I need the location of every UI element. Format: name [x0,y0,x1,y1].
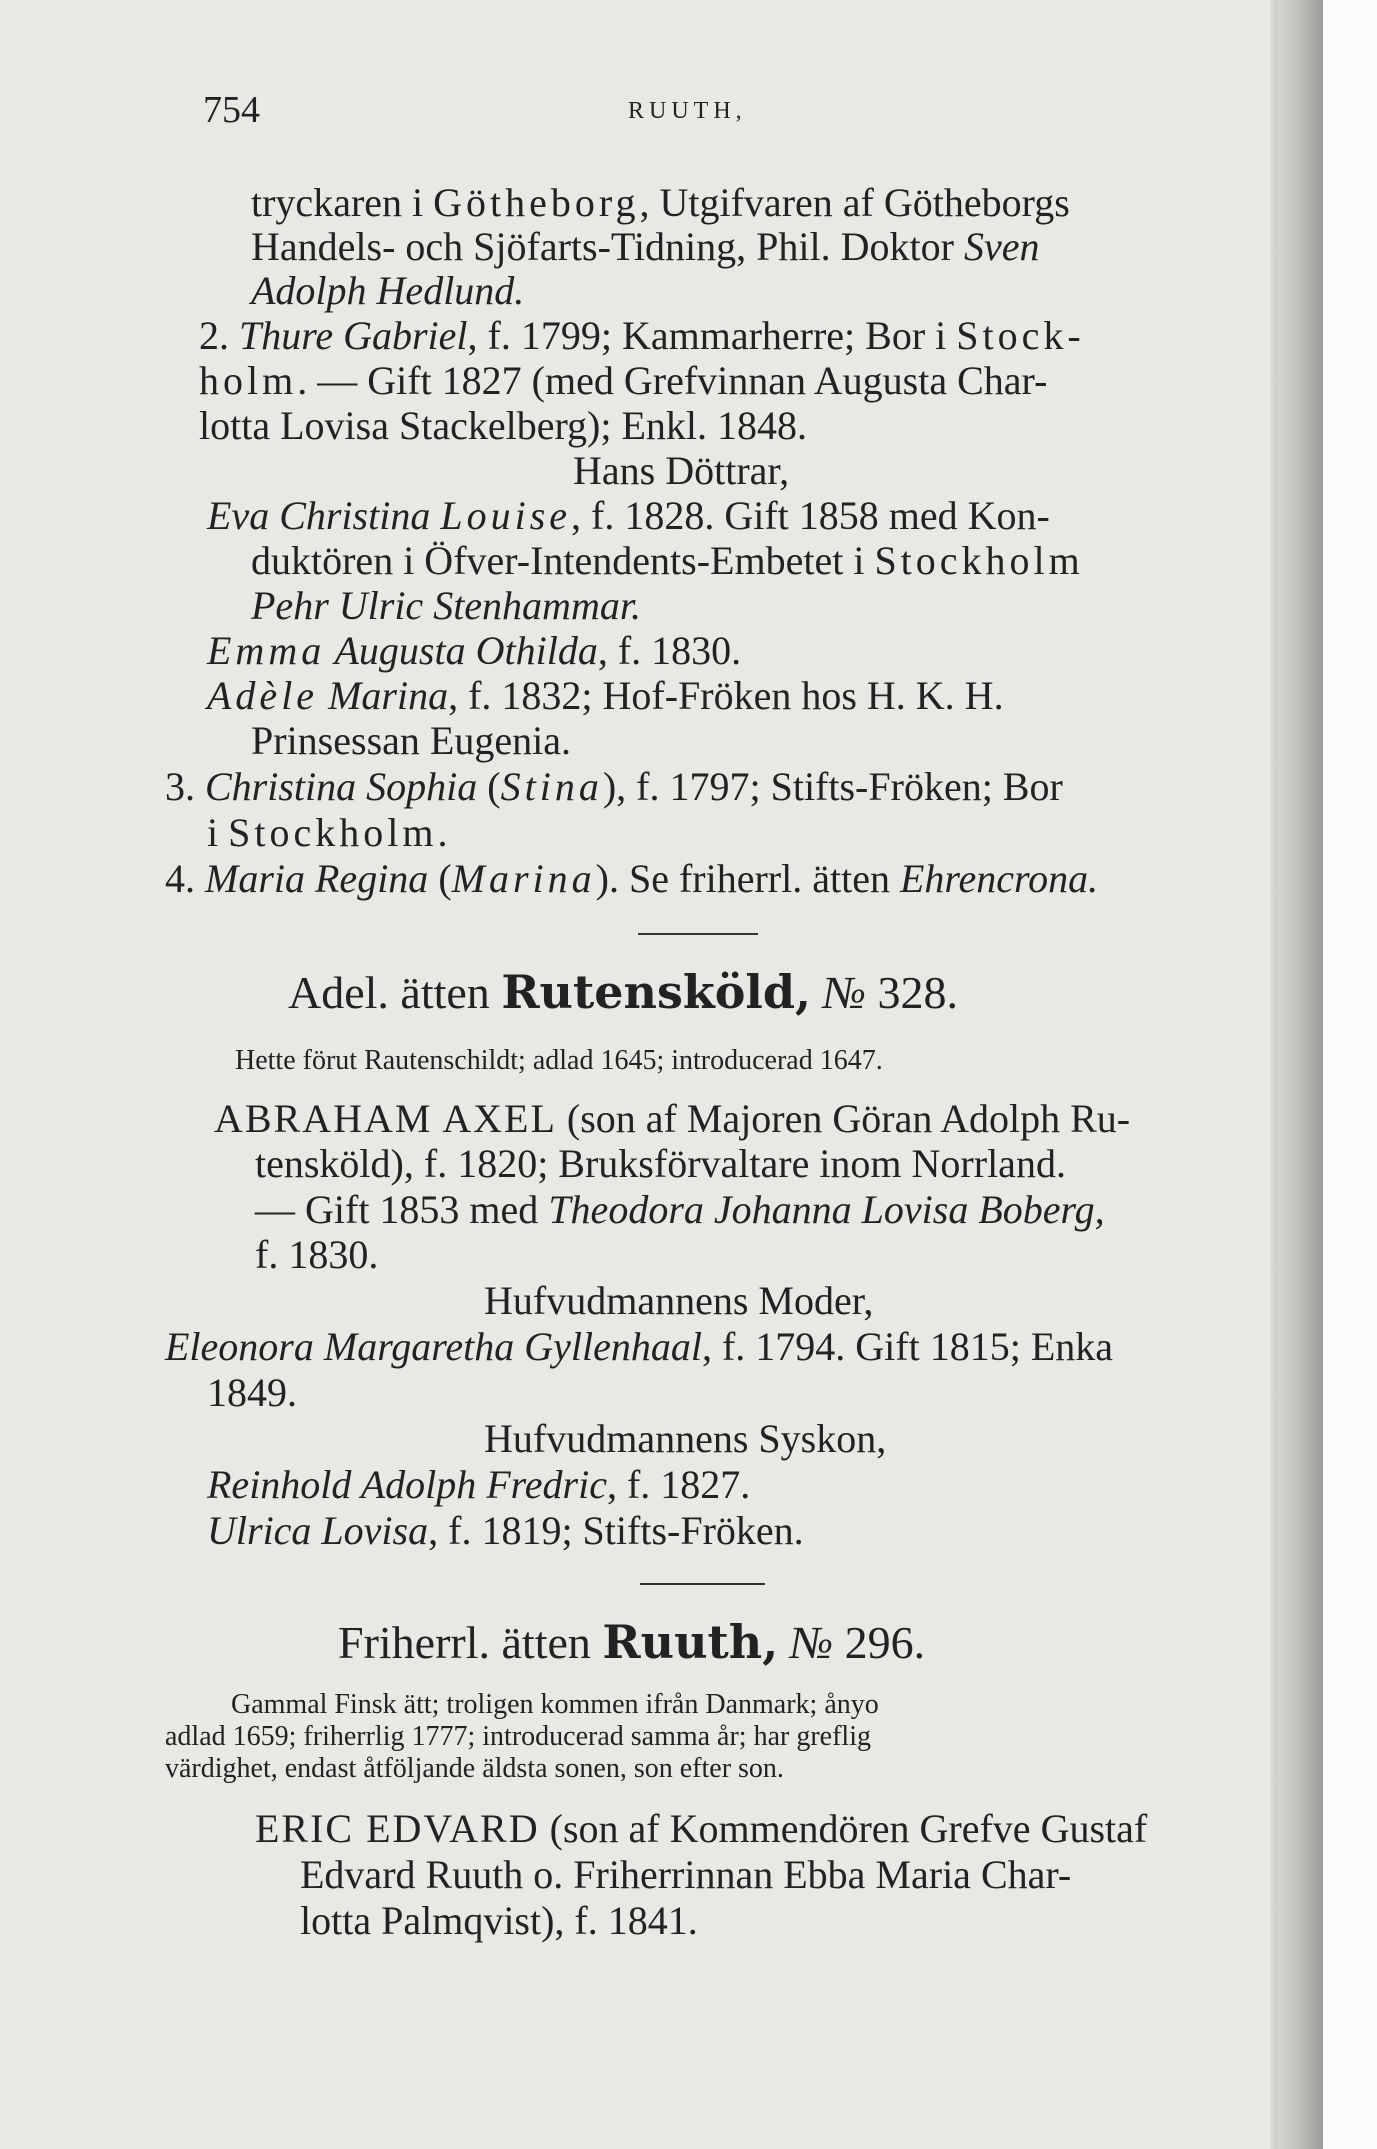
text-segment: 328. [865,967,958,1018]
text-line [165,764,1063,810]
text-segment: tensköld), f. 1820; Bruksförvaltare inom Norrland. [255,1141,1066,1186]
text-line [165,856,1098,902]
text-segment: duktören i Öfver-Intendents-Embetet i [251,538,875,583]
text-line [255,1187,1105,1233]
text-segment: lotta Lovisa Stackelberg); Enkl. 1848. [199,403,808,448]
text-segment: Christina Sophia [205,764,478,809]
text-segment: Gammal Finsk ätt; troligen kommen ifrån Danmark; ånyo [231,1689,879,1720]
text-segment: i [207,810,229,855]
section-note [235,1044,883,1078]
text-segment: Sven [963,224,1040,269]
text-line [214,1096,1130,1142]
text-segment: Emma [207,628,326,673]
text-line [251,224,1039,270]
running-title: RUUTH, [628,98,747,124]
text-segment: 296. [833,1617,926,1668]
text-segment: , f. 1819; Stifts-Fröken. [428,1508,804,1553]
text-line [207,1508,804,1554]
text-segment: Edvard Ruuth o. Friherrinnan Ebba Maria Char- [300,1852,1072,1897]
text-segment: ), f. 1797; Stifts-Fröken; Bor [602,764,1063,809]
text-segment: , f. 1827. [606,1462,751,1507]
text-line [251,583,641,629]
text-segment: — Gift 1853 med [255,1187,549,1232]
subheading [573,448,789,494]
text-line [199,403,807,449]
text-segment: ). Se friherrl. ätten [595,856,900,901]
text-segment: lotta Palmqvist), f. 1841. [300,1898,698,1943]
text-segment: Eva Christina [207,493,441,538]
text-line [207,673,1004,719]
text-segment: Hufvudmannens Syskon, [484,1416,887,1461]
text-segment: adlad 1659; friherrlig 1777; introducerad samma år; har greflig [165,1721,871,1752]
text-line [251,538,1084,584]
margin [1323,0,1377,2149]
text-segment: (son af Kommendören Grefve Gustaf [539,1806,1148,1851]
section-note [231,1688,879,1722]
text-line [199,358,1047,404]
text-line [255,1806,1147,1852]
text-segment: Stockholm [874,538,1084,583]
text-segment: Marina [451,856,596,901]
text-segment: , f. 1828. Gift 1858 med Kon- [571,493,1050,538]
text-line [207,1462,750,1508]
text-segment: Ruuth, [602,1615,779,1669]
section-heading [288,966,958,1019]
text-segment: 1849. [207,1370,297,1415]
text-segment: Prinsessan Eugenia. [251,718,571,763]
text-segment: ( [428,856,452,901]
text-segment [811,967,823,1018]
text-segment: Hufvudmannens Moder, [484,1278,874,1323]
text-segment: № [822,967,866,1018]
text-segment: Reinhold Adolph Fredric [207,1462,607,1507]
text-line [207,1370,297,1416]
text-segment: Adel. ätten [288,967,502,1018]
subheading [484,1278,873,1324]
text-segment [778,1617,790,1668]
page-edge-shade [1270,0,1278,2149]
text-line [199,313,1085,359]
text-segment: Ehrencrona. [899,856,1099,901]
text-segment: . [437,810,448,855]
text-segment: Theodora Johanna Lovisa Boberg, [548,1187,1105,1232]
text-line [300,1898,698,1944]
text-segment: Eleonora Margaretha Gyllenhaal [165,1324,702,1369]
text-line [251,268,524,314]
text-segment: 4. [165,856,205,901]
page-number: 754 [203,89,260,131]
text-segment: Augusta Othilda [325,628,598,673]
text-segment: (son af Majoren Göran Adolph Ru- [556,1096,1131,1141]
text-segment: Hans Döttrar, [573,448,790,493]
section-heading [338,1616,925,1669]
subheading [484,1416,886,1462]
text-line [207,628,741,674]
text-segment: ERIC EDVARD [255,1806,540,1851]
text-segment: tryckaren i [251,180,434,225]
text-segment: . — Gift 1827 (med Grefvinnan Augusta Char- [297,358,1048,403]
text-segment: Thure Gabriel [239,313,468,358]
text-line [207,493,1050,539]
text-segment: holm [199,358,298,403]
text-segment: ( [477,764,501,809]
text-line [207,810,447,856]
text-line [300,1852,1071,1898]
text-segment: , Utgifvaren af Götheborgs [639,180,1070,225]
text-line [255,1141,1066,1187]
text-segment: Handels- och Sjöfarts-Tidning, Phil. Doktor [251,224,964,269]
text-segment: Hette förut Rautenschildt; adlad 1645; introducerad 1647. [235,1045,883,1076]
text-line [255,1232,378,1278]
text-line [165,1324,1113,1370]
text-segment: Louise [440,493,572,538]
text-segment: , f. 1830. [597,628,742,673]
text-segment: Friherrl. ätten [338,1617,603,1668]
text-segment: 2. [199,313,239,358]
text-line [251,718,571,764]
section-note [165,1720,871,1754]
text-segment: Götheborg [433,180,640,225]
text-segment: Marina [318,673,449,718]
text-segment: Pehr Ulric Stenhammar. [251,583,641,628]
section-divider [640,1583,765,1585]
text-segment: Maria Regina [205,856,429,901]
text-segment: , f. 1832; Hof-Fröken hos H. K. H. [448,673,1004,718]
text-line [251,180,1070,226]
text-segment: № [789,1617,834,1668]
text-segment: 3. [165,764,205,809]
section-note [165,1752,784,1786]
text-segment: Ulrica Lovisa [207,1508,429,1553]
text-segment: , f. 1794. Gift 1815; Enka [701,1324,1114,1369]
text-segment: Rutensköld, [501,965,812,1019]
text-segment: Stock- [956,313,1085,358]
text-segment: , f. 1799; Kammarherre; Bor i [467,313,957,358]
text-segment: f. 1830. [255,1232,379,1277]
text-segment: Adèle [207,673,319,718]
text-segment: värdighet, endast åtföljande äldsta sonen, son efter son. [165,1753,784,1784]
text-segment: Stina [500,764,603,809]
text-segment: ABRAHAM AXEL [214,1096,557,1141]
text-segment: Stockholm [228,810,438,855]
text-segment: Adolph Hedlund. [251,268,525,313]
section-divider [638,933,758,935]
book-spine-edge [1278,0,1323,2149]
